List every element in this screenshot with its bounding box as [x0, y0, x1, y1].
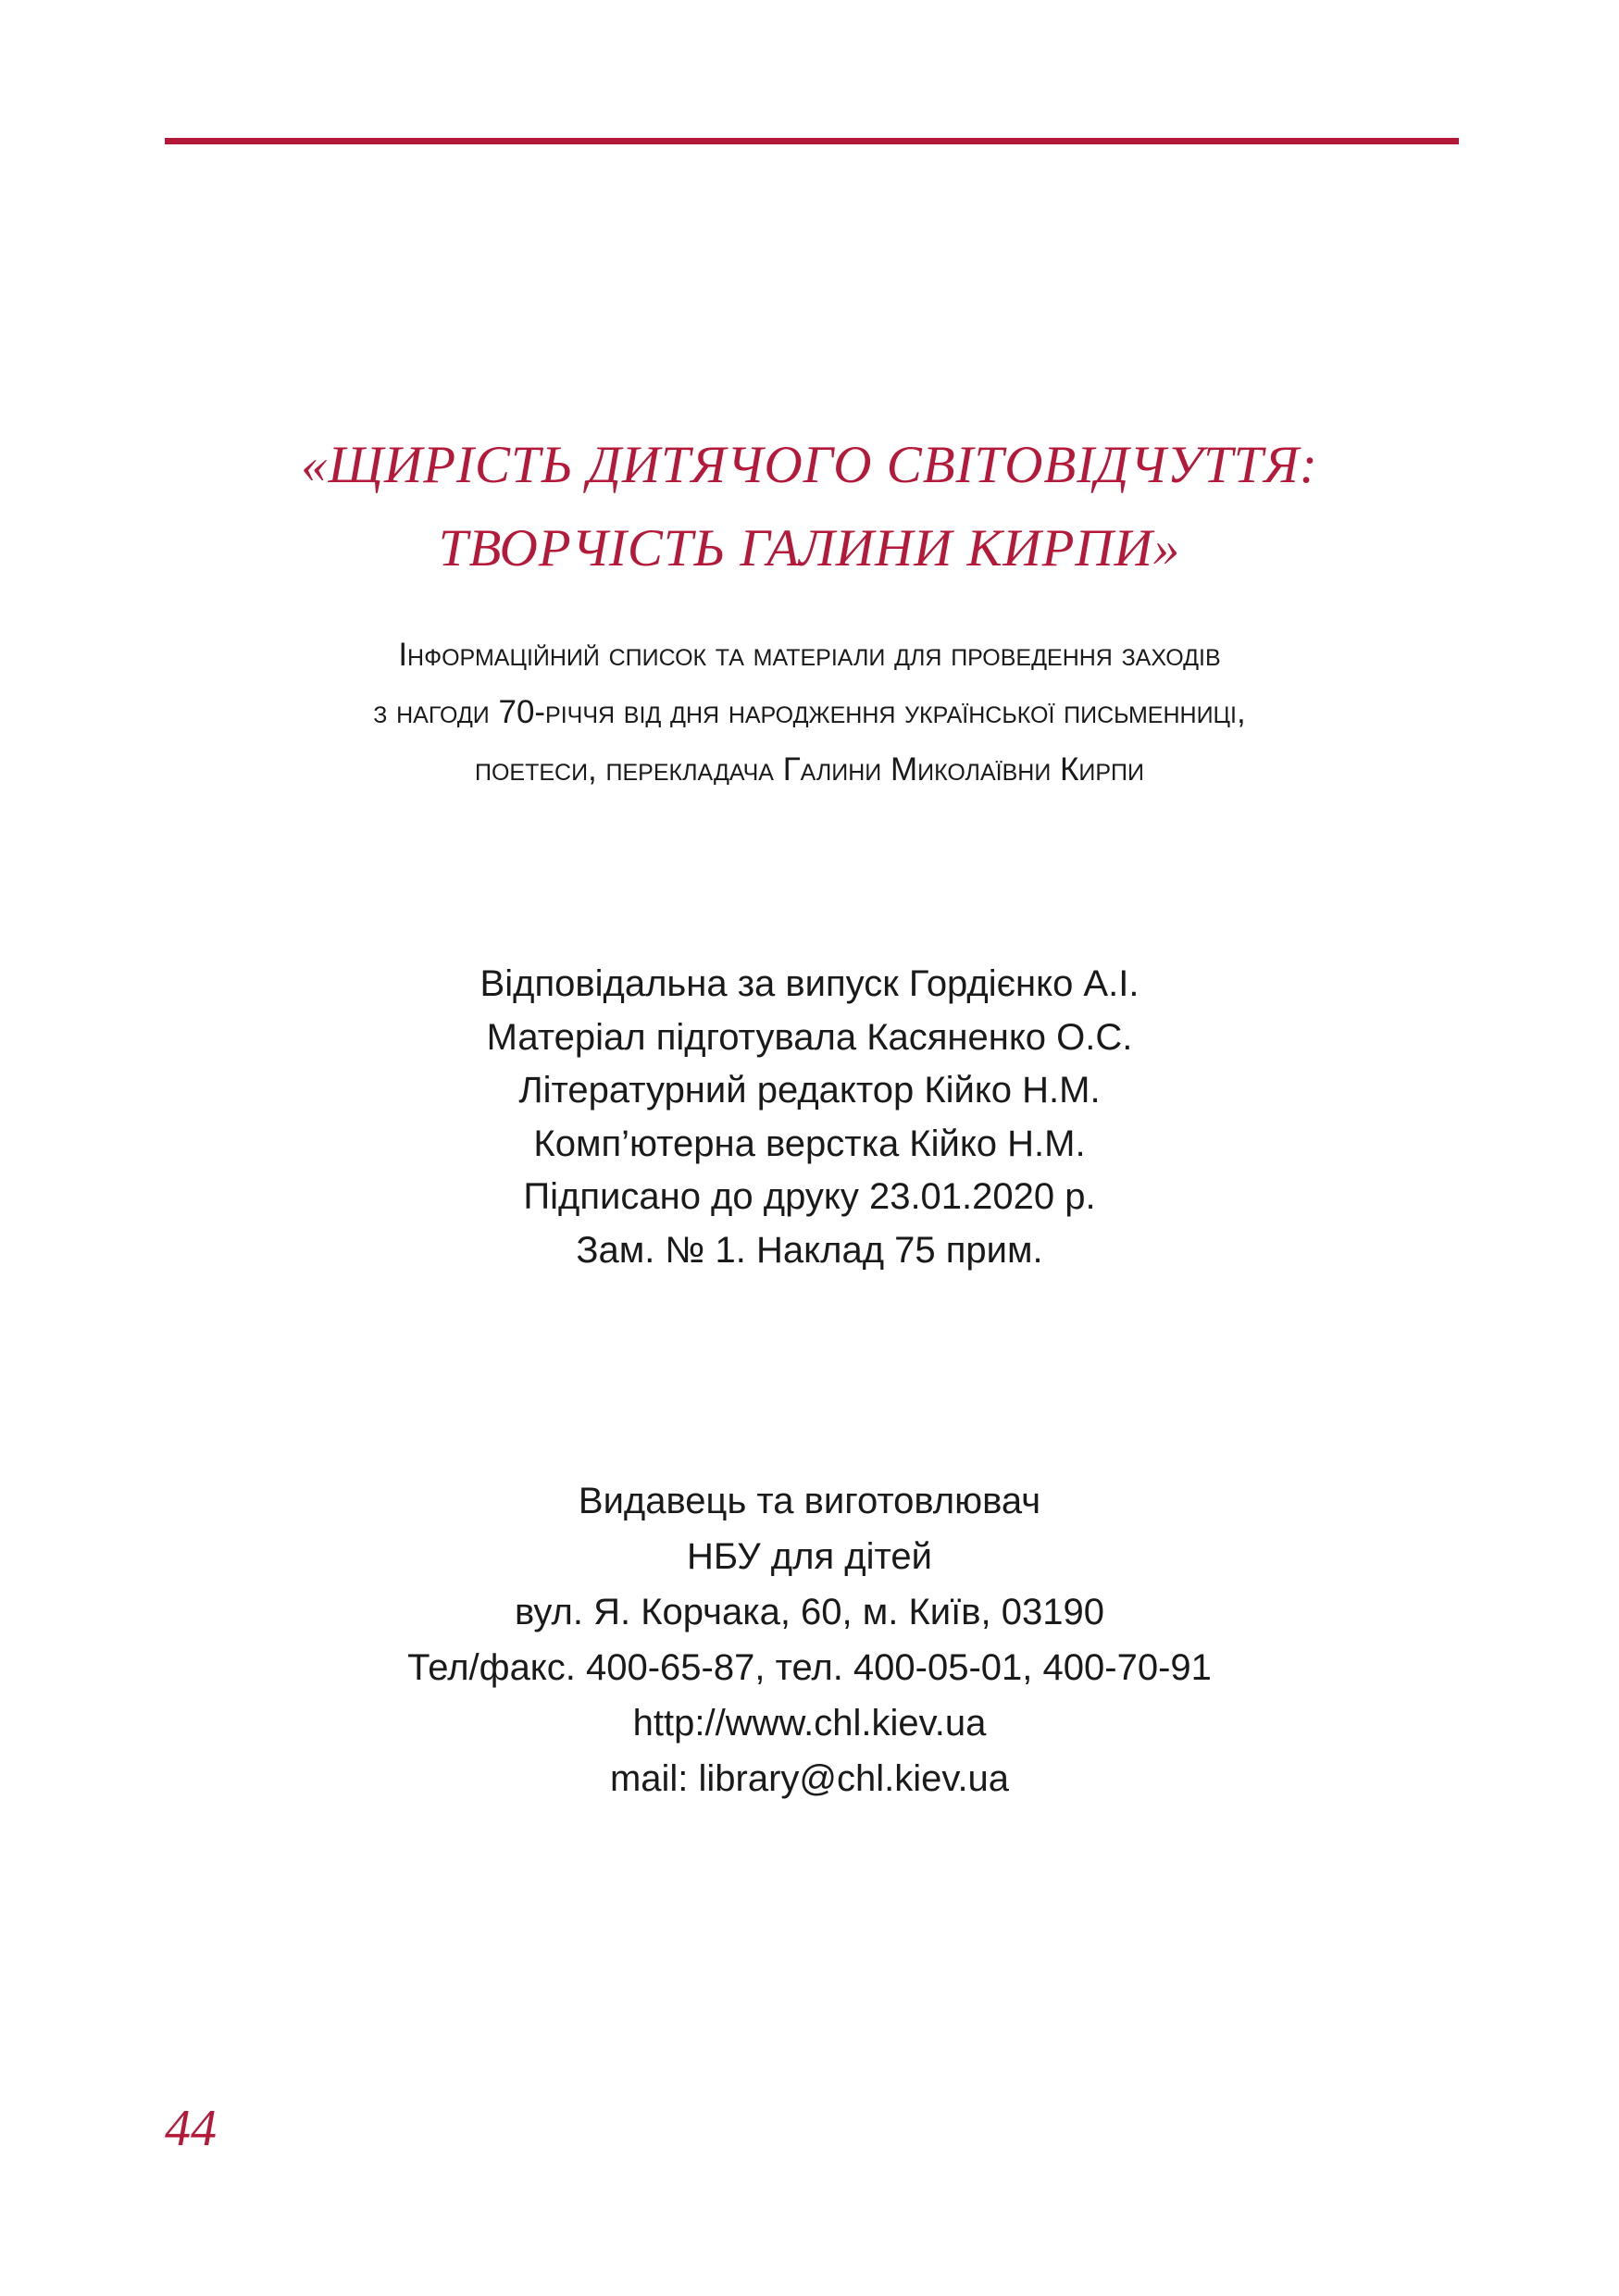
publisher-phones: Тел/факс. 400-65-87, тел. 400-05-01, 400-70-91 — [407, 1647, 1212, 1688]
subtitle-line-1: Інформаційний список та матеріали для проведення заходів — [398, 637, 1221, 673]
title-line-1: «ЩИРІСТЬ ДИТЯЧОГО СВІТОВІДЧУТТЯ: — [301, 436, 1318, 494]
title-line-2: ТВОРЧІСТЬ ГАЛИНИ КИРПИ» — [438, 519, 1181, 577]
page-number: 44 — [165, 2100, 217, 2157]
publisher-address: вул. Я. Корчака, 60, м. Київ, 03190 — [515, 1592, 1104, 1632]
top-rule — [165, 138, 1459, 144]
credit-responsible: Відповідальна за випуск Гордієнко А.І. — [479, 963, 1140, 1004]
document-title — [0, 424, 1619, 590]
publisher-email-link[interactable]: mail: library@chl.kiev.ua — [609, 1758, 1010, 1799]
publisher-website-link[interactable]: http://www.chl.kiev.ua — [632, 1703, 987, 1744]
document-subtitle — [0, 627, 1619, 799]
credit-literary-editor: Літературний редактор Кійко Н.М. — [518, 1070, 1101, 1111]
subtitle-line-2: з нагоди 70-річчя від дня народження української письменниці, — [373, 694, 1246, 730]
publisher-block — [0, 1473, 1619, 1806]
credit-layout: Комп’ютерна верстка Кійко Н.М. — [533, 1123, 1086, 1164]
credit-order-circulation: Зам. № 1. Наклад 75 прим. — [576, 1229, 1043, 1271]
publisher-heading: Видавець та виготовлювач — [578, 1481, 1041, 1521]
credit-prepared-by: Матеріал підготувала Касяненко О.С. — [486, 1016, 1133, 1058]
credit-signed-to-print: Підписано до друку 23.01.2020 р. — [523, 1176, 1096, 1217]
subtitle-line-3: поетеси, перекладача Галини Миколаївни Кирпи — [475, 751, 1144, 788]
credits-block — [0, 958, 1619, 1277]
publisher-name: НБУ для дітей — [687, 1536, 932, 1577]
